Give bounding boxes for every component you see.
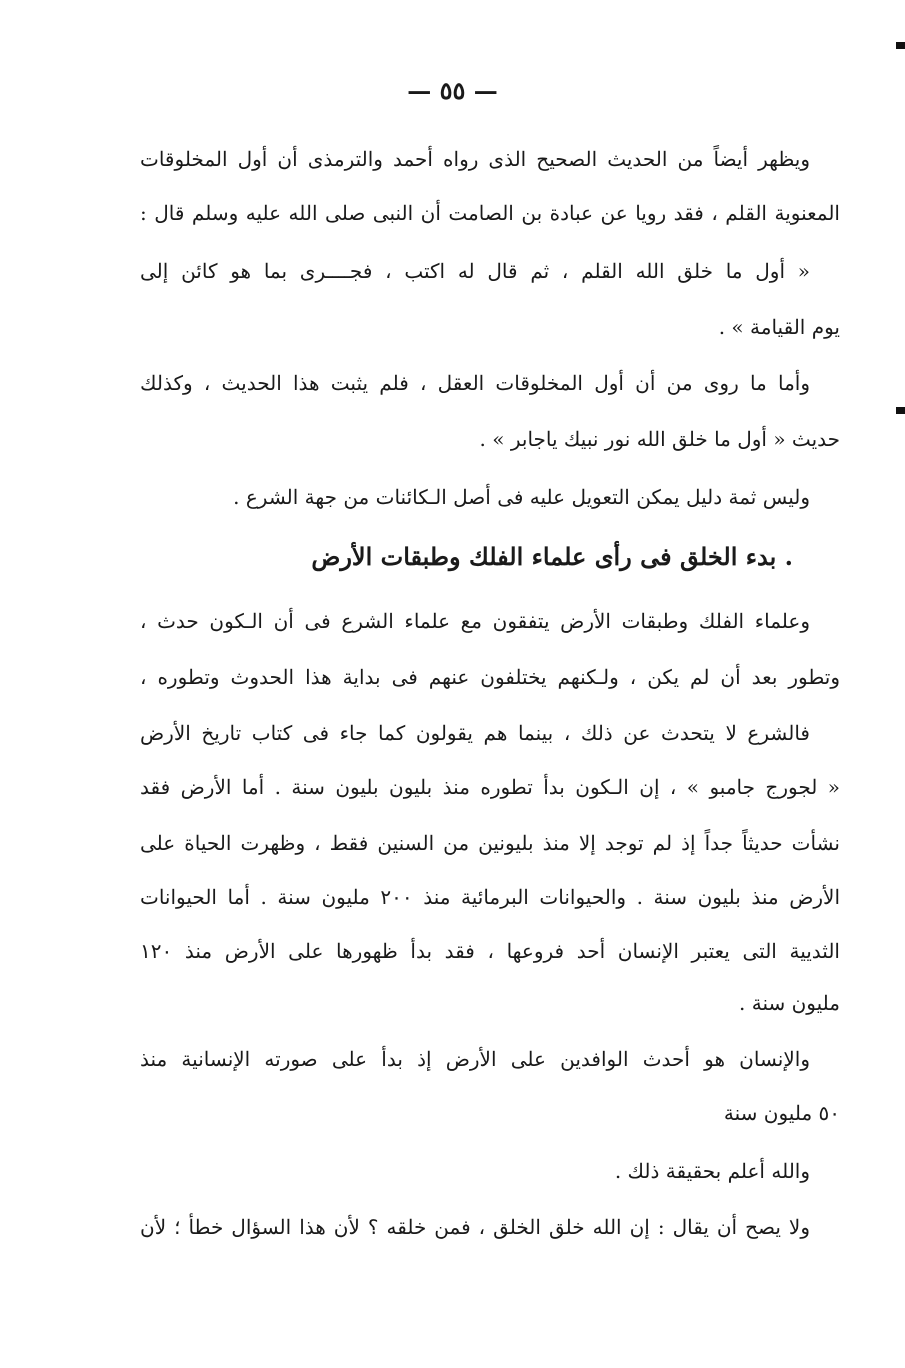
- text-line: « أول ما خلق الله القلم ، ثم قال له اكتب ، فجــــرى بما هو كائن إلى: [140, 259, 810, 283]
- text-line: المعنوية القلم ، فقد رويا عن عبادة بن الصامت أن النبى صلى الله عليه وسلم قال :: [140, 201, 840, 225]
- text-line: ويظهر أيضاً من الحديث الصحيح الذى رواه أحمد والترمذى أن أول المخلوقات: [140, 147, 810, 171]
- text-line: الثديية التى يعتبر الإنسان أحد فروعها ، فقد بدأ ظهورها على الأرض منذ ١٢٠: [140, 939, 840, 963]
- text-line: والإنسان هو أحدث الوافدين على الأرض إذ بدأ على صورته الإنسانية منذ: [140, 1047, 810, 1071]
- text-line: مليون سنة .: [739, 991, 840, 1015]
- text-line: يوم القيامة » .: [718, 315, 840, 339]
- body-text: [140, 0, 840, 1368]
- text-line: وعلماء الفلك وطبقات الأرض يتفقون مع علماء الشرع فى أن الـكون حدث ،: [140, 609, 810, 633]
- text-line: ولا يصح أن يقال : إن الله خلق الخلق ، فمن خلقه ؟ لأن هذا السؤال خطأ ؛ لأن: [140, 1215, 810, 1239]
- page-number: — ٥٥ —: [407, 76, 498, 105]
- text-line: حديث « أول ما خلق الله نور نبيك ياجابر » .: [479, 427, 840, 451]
- text-line: فالشرع لا يتحدث عن ذلك ، بينما هم يقولون كما جاء فى كتاب تاريخ الأرض: [140, 721, 810, 745]
- text-line: ٥٠ مليون سنة: [723, 1101, 840, 1125]
- text-line: وأما ما روى من أن أول المخلوقات العقل ، فلم يثبت هذا الحديث ، وكذلك: [140, 371, 810, 395]
- text-line: الأرض منذ بليون سنة . والحيوانات البرمائية منذ ٢٠٠ مليون سنة . أما الحيوانات: [140, 885, 840, 909]
- margin-mark-top: [896, 42, 905, 49]
- text-line: « لجورج جامبو » ، إن الـكون بدأ تطوره منذ بليون بليون سنة . أما الأرض فقد: [140, 775, 840, 799]
- text-line: وليس ثمة دليل يمكن التعويل عليه فى أصل الـكائنات من جهة الشرع .: [233, 485, 810, 509]
- text-line: وتطور بعد أن لم يكن ، ولـكنهم يختلفون عنهم فى بداية هذا الحدوث وتطوره ،: [140, 665, 840, 689]
- margin-mark-middle: [896, 407, 905, 414]
- text-line: نشأت حديثاً جداً إذ لم توجد إلا منذ بليونين من السنين فقط ، وظهرت الحياة على: [140, 831, 840, 855]
- section-heading: . بدء الخلق فى رأى علماء الفلك وطبقات الأرض: [311, 542, 793, 571]
- text-line: والله أعلم بحقيقة ذلك .: [614, 1159, 810, 1183]
